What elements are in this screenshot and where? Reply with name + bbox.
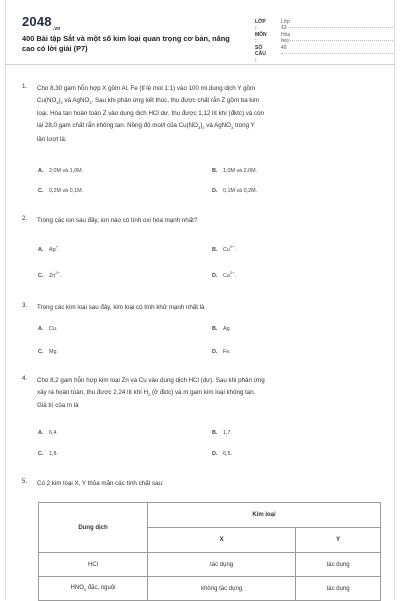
stem-line	[37, 387, 382, 401]
option-text: 1,7.	[223, 430, 232, 436]
option-letter: B.	[212, 430, 218, 436]
site-logo[interactable]	[22, 14, 61, 32]
stem-text: và AgNO	[204, 122, 231, 130]
option-letter: A.	[38, 246, 44, 253]
option-text: 0,2M và 0,1M.	[49, 188, 84, 194]
question-number: 4.	[22, 375, 28, 382]
meta-value: Lớp 12	[281, 19, 290, 31]
option-text: Ag.	[223, 326, 232, 332]
table-header-substance: Dung dịch	[39, 503, 148, 553]
option-letter: D.	[212, 272, 218, 279]
document-title	[22, 34, 242, 54]
q1-option-c[interactable]	[38, 188, 83, 194]
meta-value: 40	[281, 45, 287, 51]
meta-value: Hóa học	[281, 32, 291, 44]
meta-key: MÔN :	[255, 32, 267, 44]
option-text: .	[234, 272, 236, 279]
option-letter: D.	[212, 188, 218, 194]
table-header-x: X	[148, 528, 296, 553]
option-text: Zn	[49, 272, 56, 279]
q4-option-b[interactable]	[212, 430, 232, 436]
stem-line: Cho 8,30 gam hỗn hợp X gồm Al, Fe (tỉ lệ mol 1:1) vào 100 ml dung dịch Y gồm	[37, 85, 256, 92]
option-letter: C.	[38, 188, 44, 194]
q1-option-d[interactable]	[212, 188, 257, 194]
q1-option-a[interactable]	[38, 168, 83, 174]
meta-key: LỚP :	[255, 19, 266, 31]
stem-text: )	[58, 96, 61, 104]
document-title-line-2: cao có lời giải (P7)	[22, 44, 88, 53]
q4-option-d[interactable]	[212, 451, 232, 457]
option-text: 6,5.	[223, 451, 232, 457]
logo-text: 2048	[22, 14, 52, 29]
subscript: 3	[83, 587, 87, 593]
table-cell-x: không tác dụng	[148, 577, 296, 601]
option-text: .	[57, 246, 60, 253]
option-text: 2,0M và 1,0M.	[49, 168, 84, 174]
option-letter: A.	[38, 326, 44, 332]
stem-text: xảy ra hoàn toàn, thu được 2,24 lít khí H	[37, 388, 149, 396]
subscript: 2	[202, 125, 205, 131]
superscript: +	[55, 244, 58, 249]
table-cell-substance	[39, 577, 148, 601]
meta-underline	[281, 40, 393, 41]
stem-line	[37, 120, 382, 134]
option-letter: D.	[212, 451, 218, 457]
q2-option-d[interactable]	[212, 270, 236, 279]
table-cell-substance: HCl	[39, 553, 148, 577]
option-text: Cu.	[49, 326, 58, 332]
subscript: 3	[197, 125, 201, 131]
q2-option-c[interactable]	[38, 270, 61, 279]
meta-underline	[281, 53, 393, 54]
document-title-line-1: 400 Bài tập Sắt và một số kim loại quan trọng cơ bản, nâng	[22, 34, 230, 43]
cell-text: đặc, nguội	[86, 584, 116, 591]
option-text: 1,8.	[49, 451, 58, 457]
q3-option-d[interactable]	[212, 349, 231, 355]
subscript: 3	[56, 99, 59, 105]
logo-suffix: .vn	[52, 25, 61, 32]
superscript: 2+	[229, 270, 235, 275]
table-row	[39, 553, 381, 577]
q3-option-b[interactable]	[212, 326, 231, 332]
question-number: 1.	[22, 83, 28, 90]
option-text: 0,1M và 0,2M.	[223, 188, 258, 194]
question-stem: Trong các ion sau đây, ion nào có tính oxi hóa mạnh nhất?	[37, 217, 198, 224]
option-letter: A.	[38, 168, 44, 174]
option-text: Cu	[223, 246, 230, 253]
table-header-metal: Kim loại	[148, 503, 381, 528]
q3-option-a[interactable]	[38, 326, 57, 332]
stem-line: lần lượt là:	[37, 135, 67, 143]
subscript: 2	[60, 99, 63, 105]
q2-option-b[interactable]	[212, 244, 236, 253]
page-border-left	[5, 0, 6, 600]
table-cell-y: tác dụng	[296, 577, 381, 601]
question-stem: Có 2 kim loại X, Y thỏa mãn các tính chất sau:	[37, 480, 164, 487]
option-letter: D.	[212, 349, 218, 355]
q2-option-a[interactable]	[38, 244, 59, 253]
stem-text: và AgNO	[62, 96, 90, 104]
option-letter: C.	[38, 272, 44, 279]
properties-table	[38, 502, 381, 601]
question-number: 3.	[22, 302, 28, 309]
question-stem	[37, 83, 382, 145]
q3-option-c[interactable]	[38, 349, 58, 355]
option-letter: A.	[38, 430, 44, 436]
q4-option-a[interactable]	[38, 430, 58, 436]
stem-text: )	[200, 122, 203, 130]
table-row	[39, 577, 381, 601]
q1-option-b[interactable]	[212, 168, 257, 174]
option-text: Ag	[49, 246, 56, 253]
option-letter: B.	[212, 246, 218, 253]
question-number: 2.	[22, 215, 28, 222]
stem-text: trong Y	[233, 122, 255, 130]
table-cell-y: tác dụng	[296, 553, 381, 577]
question-number: 5.	[22, 478, 28, 485]
option-letter: C.	[38, 451, 44, 457]
option-text: Mg.	[49, 349, 58, 355]
option-text: Ca	[223, 272, 230, 279]
option-text: .	[59, 272, 62, 279]
subscript: 3	[230, 125, 234, 131]
meta-key: SỐ CÂU :	[255, 45, 266, 63]
option-letter: B.	[212, 326, 218, 332]
stem-text: . Sau khi phản ứng kết thúc, thu được chất rắn Z gồm ba kim	[91, 96, 259, 104]
stem-line: Cho 8,2 gam hỗn hợp kim loại Zn và Cu vào dung dịch HCl (dư). Sau khi phản ứng	[37, 377, 265, 384]
question-stem: Trong các kim loại sau đây, kim loại có tính khử mạnh nhất là	[37, 304, 205, 311]
subscript: 3	[89, 99, 92, 105]
meta-underline	[281, 27, 393, 28]
superscript: 2+	[229, 244, 235, 249]
stem-text: (ở đktc) và m gam kim loại không tan.	[150, 388, 256, 396]
table-header-y: Y	[296, 528, 381, 553]
stem-line: Giá trị của m là	[37, 402, 79, 410]
option-text: 6,4.	[49, 430, 58, 436]
stem-text: Cu(NO	[37, 96, 57, 104]
option-text: .	[234, 246, 236, 253]
subscript: 2	[148, 391, 151, 397]
option-text: Fe.	[223, 349, 231, 355]
table-cell-x: tác dụng	[148, 553, 296, 577]
option-letter: B.	[212, 168, 218, 174]
stem-line: loại. Hòa tan hoàn toàn Z vào dung dịch HCl dư, thu được 1,12 lít khí (đktc) và còn	[37, 110, 264, 118]
question-stem	[37, 375, 382, 412]
option-letter: C.	[38, 349, 44, 355]
cell-text: HNO	[70, 584, 84, 591]
stem-text: lại 28,0 gam chất rắn không tan. Nồng độ mol/l của Cu(NO	[37, 122, 198, 130]
superscript: 2+	[55, 270, 60, 275]
header-divider	[5, 64, 395, 65]
q4-option-c[interactable]	[38, 451, 58, 457]
option-text: 1,0M và 2,0M.	[223, 168, 258, 174]
stem-line	[37, 95, 382, 109]
page-border-right	[394, 0, 395, 600]
